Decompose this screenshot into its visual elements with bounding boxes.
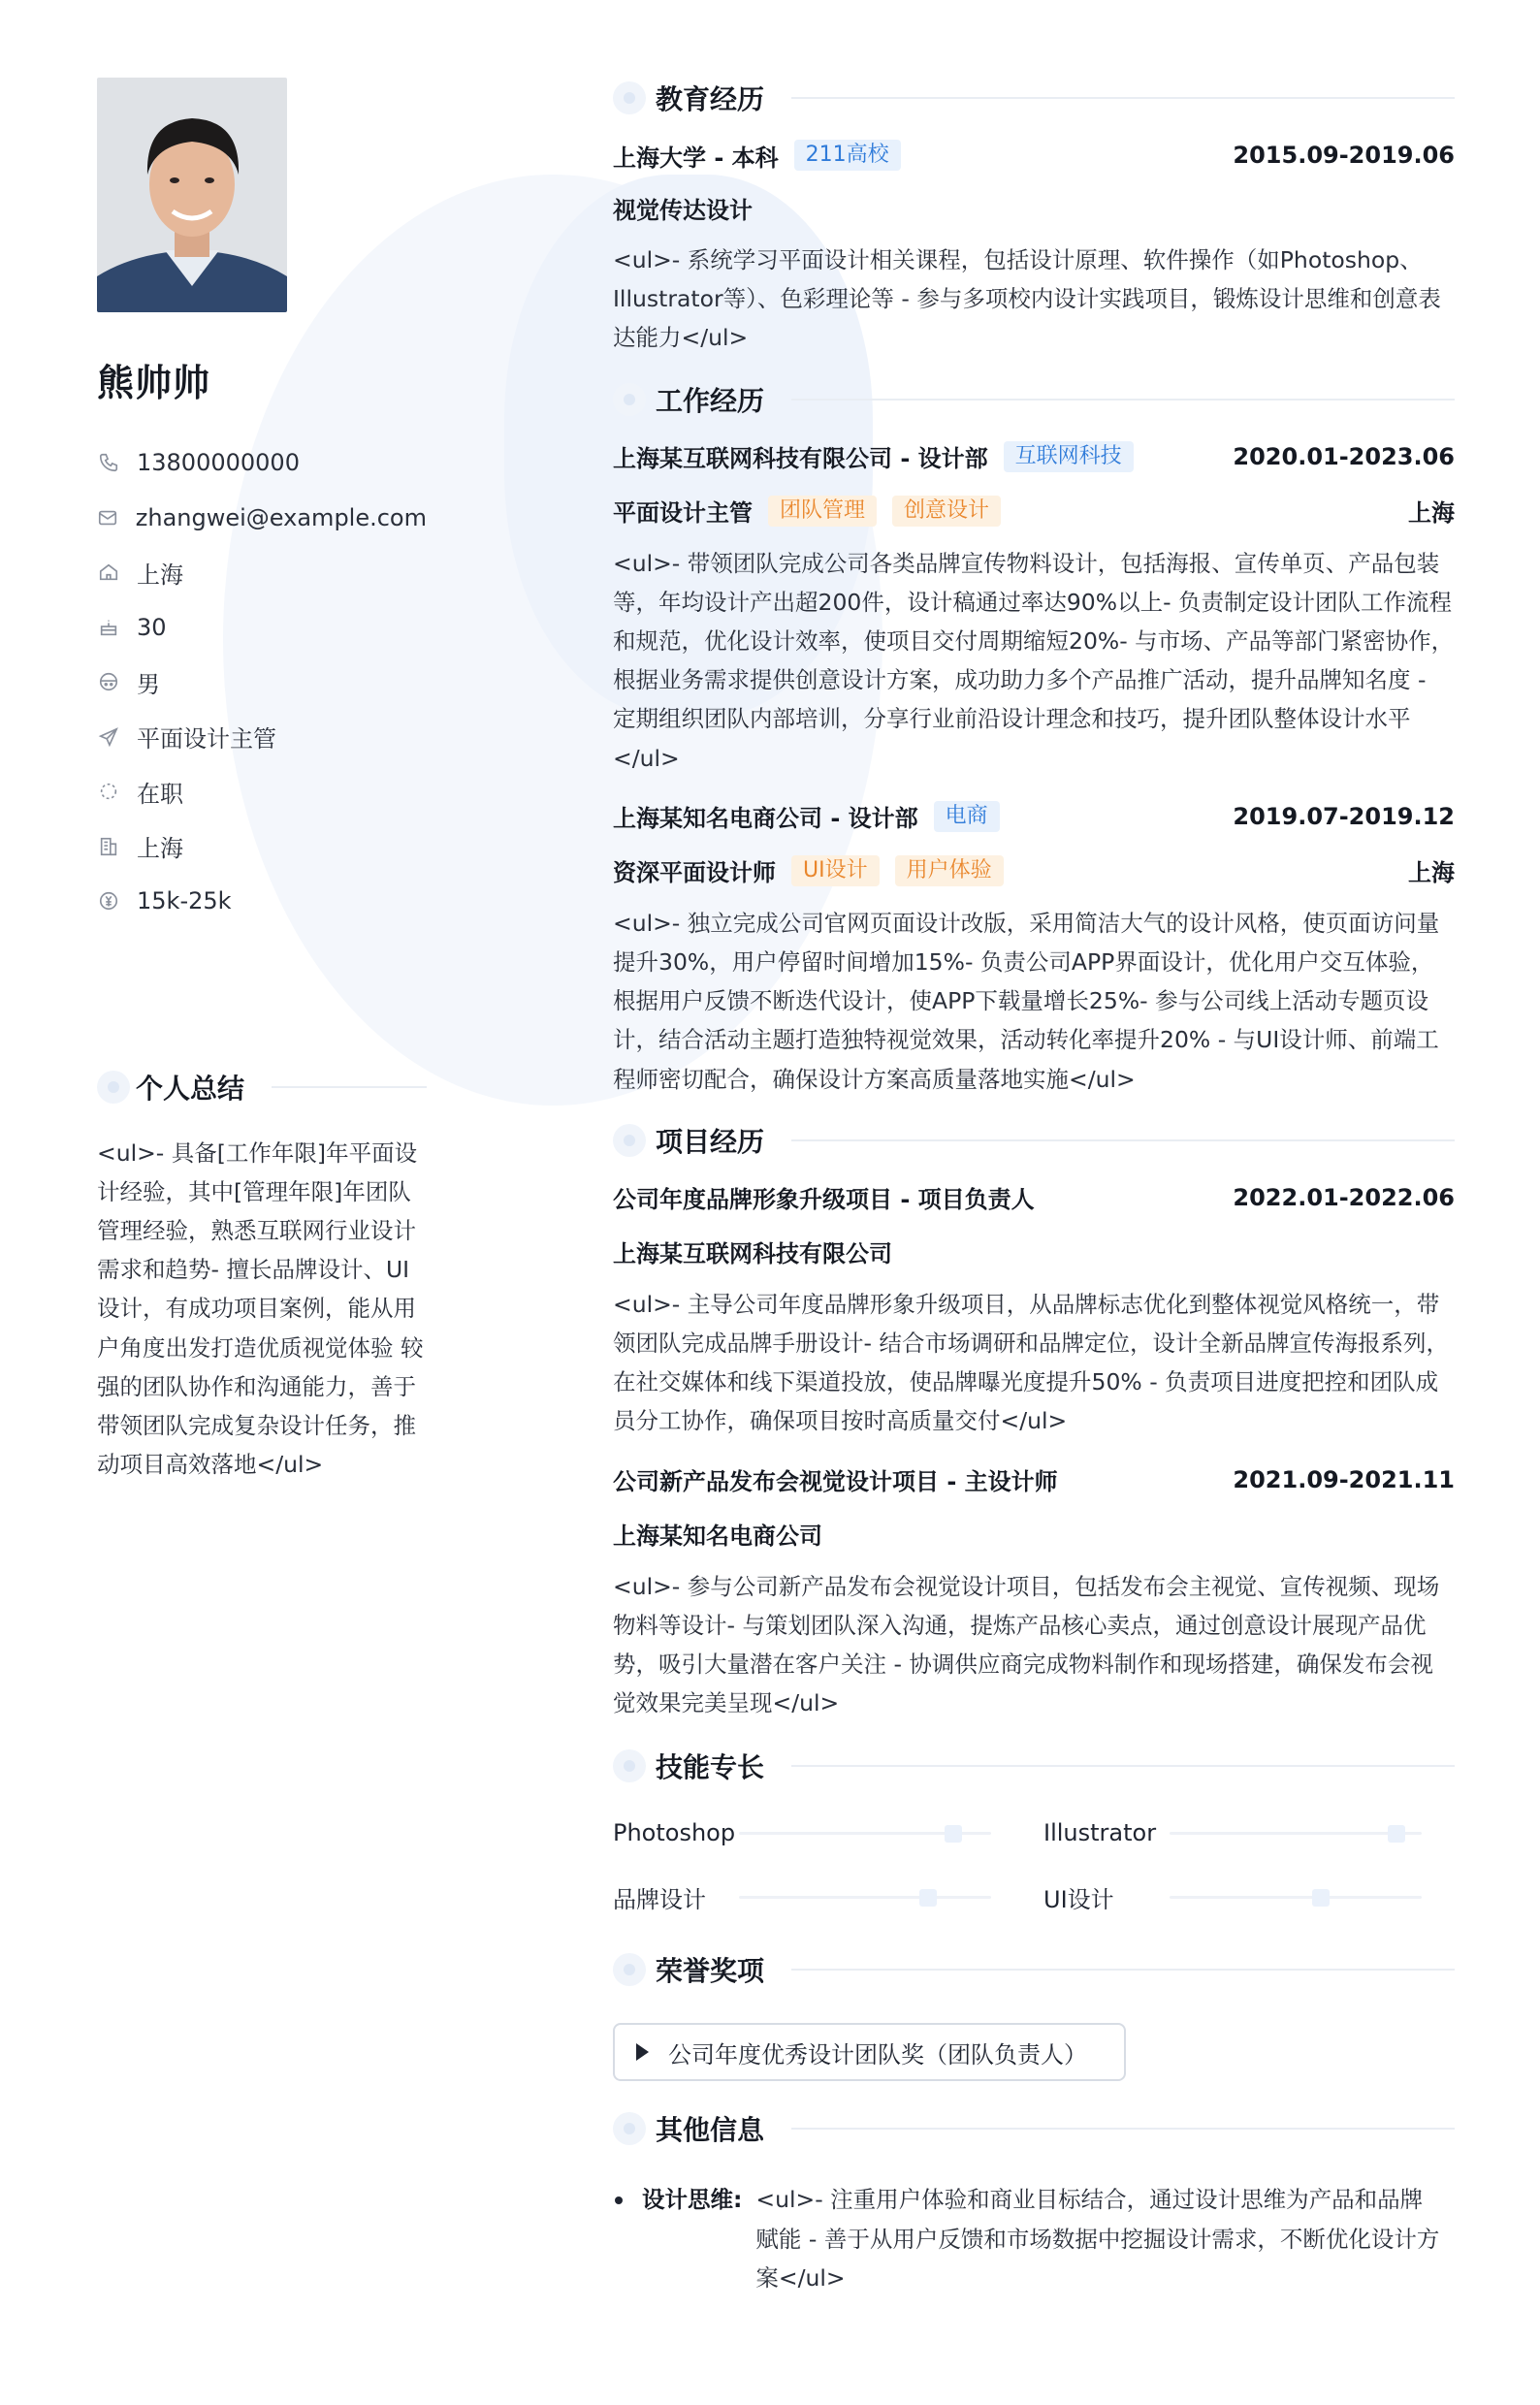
skill-name: UI设计 [1043,1885,1114,1913]
major: 视觉传达设计 [613,196,753,224]
skill-item [613,1815,1043,1850]
info-gender [97,655,427,710]
other-item [613,2180,1455,2297]
project-entry [613,1462,1455,1723]
work-date: 2019.07-2019.12 [1233,802,1455,830]
work-city: 上海 [1408,499,1455,528]
skill-name: Illustrator [1043,1819,1157,1847]
other-title: 其他信息 [656,2114,765,2147]
work-city: 上海 [1408,859,1455,887]
gender-icon [97,670,120,693]
skills-heading [613,1744,1455,1788]
education-desc: <ul>- 系统学习平面设计相关课程，包括设计原理、软件操作（如Photoshop、Illustrator等）、色彩理论等 - 参与多项校内设计实践项目，锻炼设计思维和创意表达能力</ul> [613,246,1441,352]
send-icon [97,725,120,749]
skill-bar [1170,1896,1422,1899]
info-position [97,710,427,765]
role-title: 平面设计主管 [613,499,753,528]
other-text: <ul>- 注重用户体验和商业目标结合，通过设计思维为产品和品牌赋能 - 善于从用户反馈和市场数据中挖掘设计需求，不断优化设计方案</ul> [755,2186,1440,2292]
email-text: zhangwei@example.com [135,503,427,531]
skill-bar [739,1896,991,1899]
skill-tag: 创意设计 [892,496,1001,527]
age-text: 30 [137,613,167,641]
education-heading [613,76,1455,120]
divider [272,1086,427,1088]
sidebar [97,78,427,1484]
divider [791,399,1455,401]
project-name: 公司年度品牌形象升级项目 - 项目负责人 [613,1186,1035,1214]
status-text: 在职 [137,780,183,808]
skill-tag: 用户体验 [895,855,1004,886]
divider [791,97,1455,99]
work-date: 2020.01-2023.06 [1233,442,1455,470]
home-icon [97,561,120,584]
company-name: 上海某互联网科技有限公司 - 设计部 [613,445,988,473]
education-section-icon [613,81,646,114]
skill-tag: 团队管理 [768,496,877,527]
school-name: 上海大学 - 本科 [613,144,779,172]
work-entry-head [613,799,1455,834]
summary-text: <ul>- 具备[工作年限]年平面设计经验，其中[管理年限]年团队管理经验，熟悉互联网行业设计需求和趋势- 擅长品牌设计、UI设计，有成功项目案例，能从用户角度出发打造优质视觉体验 较强的团队协作和沟通能力，善于带领团队完成复杂设计任务，推动项目高效落地</ul> [97,1138,424,1479]
skill-name: Photoshop [613,1819,736,1847]
project-date: 2021.09-2021.11 [1233,1465,1455,1493]
mail-icon [97,506,119,529]
education-title: 教育经历 [656,83,765,115]
project-name: 公司新产品发布会视觉设计项目 - 主设计师 [613,1468,1058,1496]
school-tag: 211高校 [794,140,901,171]
info-status [97,764,427,819]
education-entry-head [613,138,1455,173]
summary-section-icon [97,1071,130,1104]
project-entry-head [613,1462,1455,1497]
work-entry-head [613,439,1455,474]
work-desc: <ul>- 独立完成公司官网页面设计改版，采用简洁大气的设计风格，使页面访问量提升30%，用户停留时间增加15%- 负责公司APP界面设计，优化用户交互体验，根据用户反馈不断迭代设计，使APP下载量增长25%- 参与公司线上活动专题页设计，结合活动主题打造独特视觉效果，活动转化率提升20% - 与UI设计师、前端工程师密切配合，确保设计方案高质量落地实施</ul> [613,909,1440,1093]
project-company-row [613,1517,1455,1552]
info-age [97,600,427,656]
skill-item [613,1879,1043,1914]
divider [791,1765,1455,1767]
projects-heading [613,1118,1455,1163]
award-item[interactable] [613,2023,1126,2081]
expand-triangle-icon[interactable] [636,2043,649,2061]
skill-bar [1170,1832,1422,1835]
divider [791,2128,1455,2130]
divider [791,1139,1455,1141]
other-label: 设计思维: [642,2186,743,2214]
work-role-row [613,494,1455,529]
summary-heading [97,1068,427,1106]
award-text: 公司年度优秀设计团队奖（团队负责人） [668,2040,1087,2068]
building-icon [97,835,120,858]
gender-text: 男 [137,670,160,698]
work-section-icon [613,383,646,416]
industry-tag: 电商 [934,801,1000,832]
target-city-text: 上海 [137,835,183,863]
skill-level-knob [919,1889,937,1907]
awards-title: 荣誉奖项 [656,1955,765,1988]
work-entry [613,799,1455,1099]
role-title: 资深平面设计师 [613,859,776,887]
project-date: 2022.01-2022.06 [1233,1183,1455,1211]
project-entry-head [613,1180,1455,1215]
other-heading [613,2106,1455,2151]
phone-icon [97,451,120,474]
work-role-row [613,853,1455,888]
bullet-icon [615,2197,623,2204]
contact-info-list [97,435,427,929]
project-entry [613,1180,1455,1441]
industry-tag: 互联网科技 [1004,441,1134,472]
skill-bar [739,1832,991,1835]
info-salary [97,874,427,929]
yen-icon [97,889,120,913]
skill-level-knob [1312,1889,1330,1907]
work-title: 工作经历 [656,384,765,417]
phone-text: 13800000000 [137,449,300,477]
skill-item [1043,1815,1451,1850]
project-company-row [613,1235,1455,1269]
summary-title: 个人总结 [136,1072,245,1105]
other-section-icon [613,2112,646,2145]
education-date: 2015.09-2019.06 [1233,142,1455,169]
project-desc: <ul>- 参与公司新产品发布会视觉设计项目，包括发布会主视觉、宣传视频、现场物料等设计- 与策划团队深入沟通，提炼产品核心卖点，通过创意设计展现产品优势，吸引大量潜在客户关注 - 协调供应商完成物料制作和现场搭建，确保发布会视觉效果完美呈现</ul> [613,1572,1440,1717]
skill-level-knob [945,1825,962,1843]
company-name: 上海某知名电商公司 - 设计部 [613,805,918,833]
project-company: 上海某知名电商公司 [613,1523,822,1551]
skills-title: 技能专长 [656,1751,765,1784]
divider [791,1969,1455,1971]
skill-item [1043,1879,1451,1914]
project-desc: <ul>- 主导公司年度品牌形象升级项目，从品牌标志优化到整体视觉风格统一，带领团队完成品牌手册设计- 结合市场调研和品牌定位，设计全新品牌宣传海报系列，在社交媒体和线下渠道投放，使品牌曝光度提升50% - 负责项目进度把控和团队成员分工协作，确保项目按时高质量交付</ul> [613,1290,1449,1435]
work-entry [613,439,1455,778]
salary-text: 15k-25k [137,887,232,915]
info-email [97,491,427,546]
skills-section-icon [613,1749,646,1782]
education-major-row [613,190,1455,225]
info-target-city [97,819,427,875]
awards-heading [613,1947,1455,1992]
skill-name: 品牌设计 [613,1885,706,1913]
avatar [97,78,287,312]
skill-level-knob [1388,1825,1405,1843]
projects-title: 项目经历 [656,1125,765,1158]
main-content [613,76,1455,2297]
info-phone [97,435,427,491]
location-text: 上海 [137,561,183,589]
projects-section-icon [613,1124,646,1157]
skill-tag: UI设计 [791,855,880,886]
work-desc: <ul>- 带领团队完成公司各类品牌宣传物料设计，包括海报、宣传单页、产品包装等，年均设计产出超200件，设计稿通过率达90%以上- 负责制定设计团队工作流程和规范，优化设计效率，使项目交付周期缩短20%- 与市场、产品等部门紧密协作，根据业务需求提供创意设计方案，成功助力多个产品推广活动，提升品牌知名度 - 定期组织团队内部培训，分享行业前沿设计理念和技巧，提升团队整体设计水平</ul> [613,549,1455,772]
cake-icon [97,616,120,639]
skills-grid [613,1815,1455,1914]
awards-section-icon [613,1953,646,1986]
project-company: 上海某互联网科技有限公司 [613,1240,892,1268]
info-location [97,545,427,600]
position-text: 平面设计主管 [137,725,276,754]
candidate-name: 熊帅帅 [97,362,211,404]
loading-icon [97,780,120,803]
work-heading [613,377,1455,422]
